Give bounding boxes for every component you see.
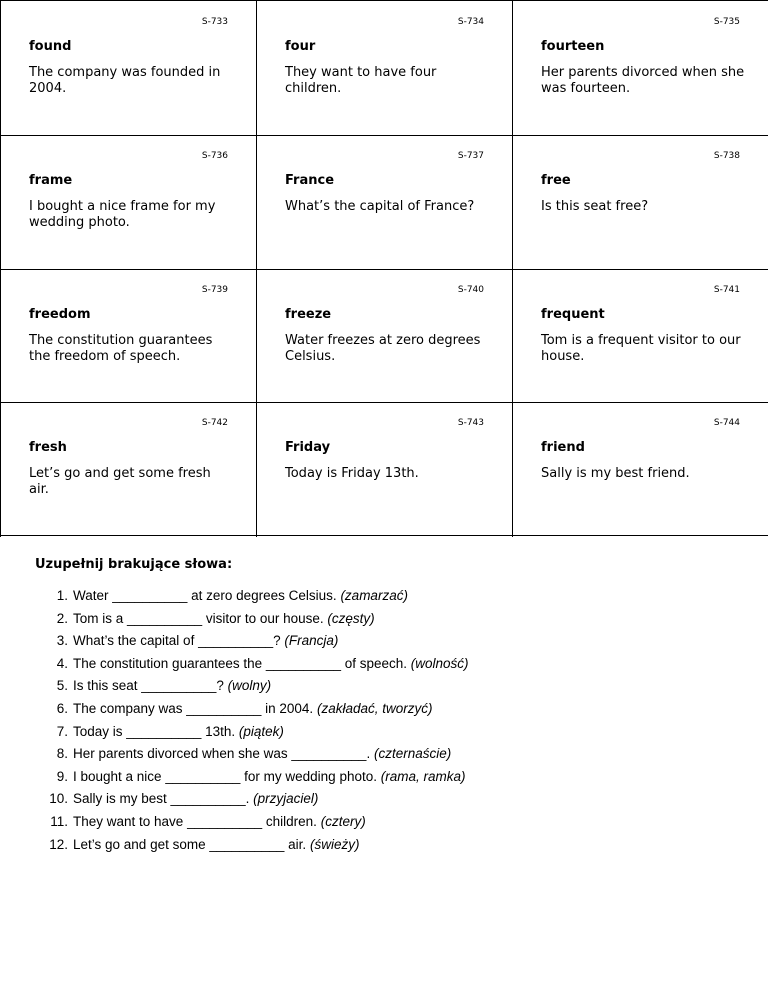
item-hint: (piątek) (238, 723, 284, 739)
item-hint: (czternaście) (373, 746, 452, 762)
item-hint: (rama, ramka) (380, 768, 466, 784)
flashcard (512, 402, 768, 536)
item-text: What’s the capital of __________? (73, 633, 281, 649)
flashcard (0, 402, 256, 536)
card-code: S-737 (457, 151, 484, 161)
card-word: Friday (285, 440, 331, 455)
flashcard (256, 402, 512, 536)
flashcard (256, 1, 512, 135)
flashcard (0, 1, 256, 135)
card-word: frame (29, 173, 73, 188)
item-number: 7. (56, 723, 68, 739)
card-code: S-735 (713, 17, 740, 27)
item-number: 11. (50, 813, 68, 829)
item-text: Is this seat __________? (73, 678, 224, 694)
exercise-item (24, 814, 469, 837)
card-word: fourteen (541, 39, 605, 54)
exercise-item (24, 588, 469, 611)
card-word: fresh (29, 440, 67, 455)
card-sentence: The company was founded in 2004. (29, 65, 221, 96)
exercise-item (24, 611, 469, 634)
card-word: frequent (541, 307, 605, 322)
card-word: freedom (29, 307, 91, 322)
flashcard (0, 269, 256, 403)
card-code: S-738 (713, 151, 740, 161)
flashcard (0, 135, 256, 269)
exercise-item (24, 678, 469, 701)
item-text: Today is __________ 13th. (73, 723, 236, 739)
item-hint: (zakładać, tworzyć) (316, 700, 433, 716)
card-code: S-742 (201, 418, 228, 428)
card-word: friend (541, 440, 585, 455)
exercise-item (24, 837, 469, 860)
item-text: Water __________ at zero degrees Celsius. (73, 588, 337, 603)
exercise-item (24, 701, 469, 724)
card-sentence: Sally is my best friend. (541, 466, 690, 481)
card-code: S-740 (457, 285, 484, 295)
card-code: S-741 (713, 285, 740, 295)
item-text: Tom is a __________ visitor to our house. (73, 610, 324, 626)
exercise-title: Uzupełnij brakujące słowa: (35, 557, 233, 572)
item-hint: (przyjaciel) (253, 791, 319, 807)
exercise-list (24, 588, 469, 859)
item-text: The company was __________ in 2004. (73, 700, 314, 716)
card-word: freeze (285, 307, 332, 322)
item-number: 6. (56, 700, 68, 716)
card-code: S-734 (457, 17, 484, 27)
exercise-item (24, 724, 469, 747)
item-number: 1. (56, 588, 68, 603)
card-word: found (29, 39, 72, 54)
card-sentence: Is this seat free? (541, 199, 649, 214)
item-hint: (wolny) (227, 678, 272, 694)
exercise-item (24, 746, 469, 769)
exercise-item (24, 791, 469, 814)
card-sentence: Her parents divorced when she was fourteen. (541, 65, 745, 96)
flashcard (256, 269, 512, 403)
item-number: 3. (56, 633, 68, 649)
card-code: S-739 (201, 285, 228, 295)
item-hint: (wolność) (410, 655, 469, 671)
card-word: four (285, 39, 316, 54)
card-sentence: The constitution guarantees the freedom of speech. (29, 333, 213, 364)
item-hint: (zamarzać) (340, 588, 408, 603)
exercise-item (24, 633, 469, 656)
card-code: S-736 (201, 151, 228, 161)
card-sentence: They want to have four children. (285, 65, 437, 96)
item-number: 12. (49, 836, 68, 852)
item-number: 5. (56, 678, 68, 694)
card-sentence: Let’s go and get some fresh air. (29, 466, 211, 497)
flashcard (512, 135, 768, 269)
card-word: France (285, 173, 335, 188)
card-code: S-744 (713, 418, 740, 428)
flashcard (512, 1, 768, 135)
item-number: 4. (56, 655, 68, 671)
item-text: Let’s go and get some __________ air. (73, 836, 307, 852)
item-hint: (cztery) (320, 813, 366, 829)
item-hint: (częsty) (327, 610, 375, 626)
card-sentence: Today is Friday 13th. (285, 466, 419, 481)
card-code: S-743 (457, 418, 484, 428)
exercise-item (24, 656, 469, 679)
item-number: 9. (56, 768, 68, 784)
item-hint: (Francja) (284, 633, 339, 649)
card-sentence: What’s the capital of France? (285, 199, 475, 214)
item-hint: (świeży) (309, 836, 360, 852)
item-text: The constitution guarantees the __________ of speech. (73, 655, 407, 671)
card-sentence: I bought a nice frame for my wedding photo. (29, 199, 216, 230)
item-text: Her parents divorced when she was __________. (73, 746, 371, 762)
exercise-item (24, 769, 469, 792)
flashcard (512, 269, 768, 403)
card-sentence: Tom is a frequent visitor to our house. (541, 333, 741, 364)
flashcard (256, 135, 512, 269)
item-text: I bought a nice __________ for my wedding photo. (73, 768, 377, 784)
card-word: free (541, 173, 571, 188)
item-number: 10. (49, 791, 68, 807)
item-number: 8. (56, 746, 68, 762)
card-sentence: Water freezes at zero degrees Celsius. (285, 333, 481, 364)
item-number: 2. (56, 610, 68, 626)
card-code: S-733 (201, 17, 228, 27)
item-text: Sally is my best __________. (73, 791, 250, 807)
item-text: They want to have __________ children. (73, 813, 317, 829)
